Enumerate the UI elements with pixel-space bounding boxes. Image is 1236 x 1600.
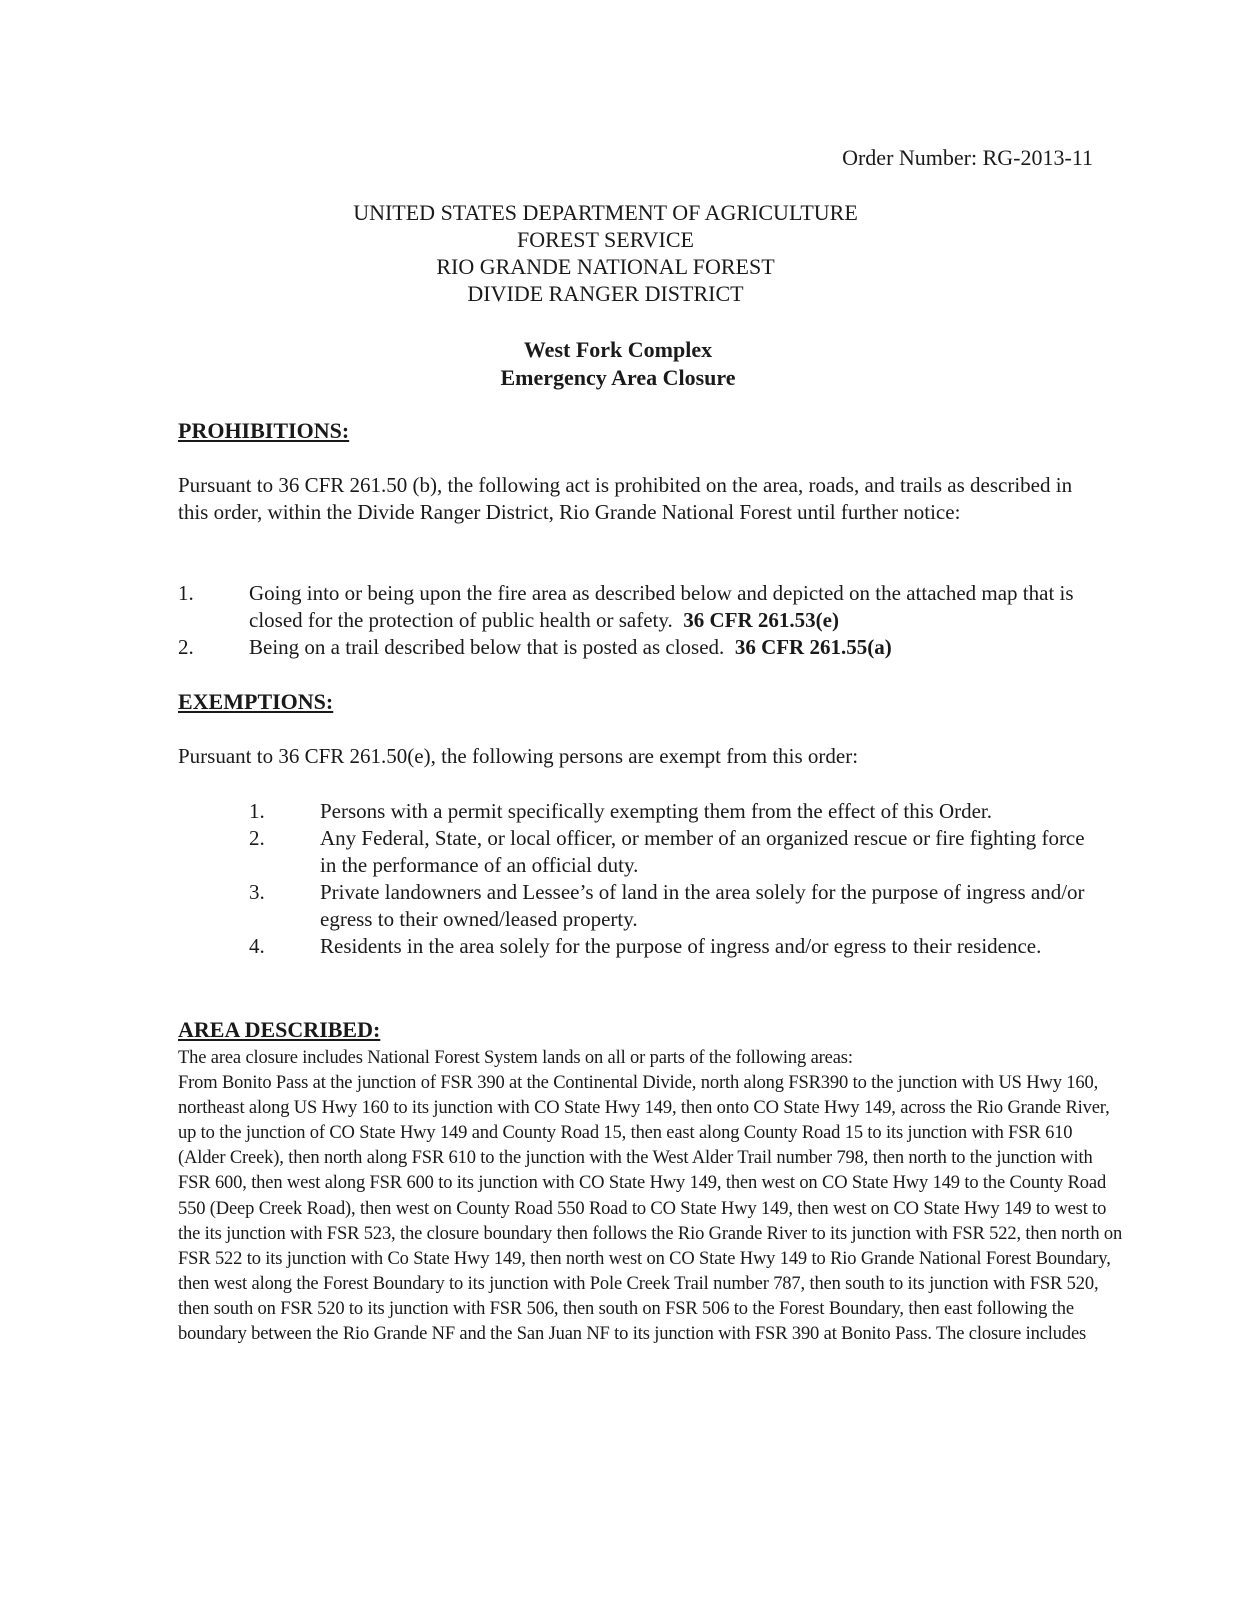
list-item-citation: 36 CFR 261.53(e) — [683, 608, 839, 632]
list-item — [249, 933, 1089, 960]
list-item — [178, 634, 1078, 661]
document-title — [0, 336, 1236, 392]
agency-line-service: FOREST SERVICE — [517, 227, 694, 252]
area-described-intro: The area closure includes National Forest System lands on all or parts of the following areas: — [178, 1048, 853, 1068]
title-line-closure: Emergency Area Closure — [500, 365, 736, 390]
list-item — [249, 798, 1089, 825]
agency-header — [0, 199, 1211, 307]
exemptions-intro: Pursuant to 36 CFR 261.50(e), the following persons are exempt from this order: — [178, 744, 859, 768]
list-item — [249, 879, 1089, 933]
title-line-complex: West Fork Complex — [523, 337, 713, 362]
list-item-text: Private landowners and Lessee’s of land in the area solely for the purpose of ingress and/or egress to their owned/leased property. — [320, 880, 1085, 931]
list-item-number: 2. — [178, 635, 194, 659]
list-item-number: 1. — [178, 581, 194, 605]
agency-line-forest: RIO GRANDE NATIONAL FOREST — [436, 254, 775, 279]
list-item-number: 4. — [249, 934, 265, 958]
exemptions-heading: EXEMPTIONS: — [178, 689, 334, 714]
list-item-text: Persons with a permit specifically exempting them from the effect of this Order. — [320, 799, 993, 823]
list-item-number: 1. — [249, 799, 265, 823]
exemptions-list — [249, 798, 1089, 960]
list-item-text: Being on a trail described below that is posted as closed. — [249, 635, 725, 659]
list-item-number: 3. — [249, 880, 265, 904]
prohibitions-list — [178, 580, 1078, 661]
area-described-body: From Bonito Pass at the junction of FSR 390 at the Continental Divide, north along FSR390 to the junction with US Hwy 160, northeast along US Hwy 160 to its junction with CO State Hwy 149, then onto CO State Hwy 149, across the Rio Grande River, up to the junction of CO State Hwy 149 and County Road 15, then east along County Road 15 to its junction with FSR 610 (Alder Creek), then north along FSR 610 to the junction with the West Alder Trail number 798, then north to the junction with FSR 600, then west along FSR 600 to its junction with CO State Hwy 149, then west on CO State Hwy 149 to the County Road 550 (Deep Creek Road), then west on County Road 550 Road to CO State Hwy 149, then west on CO State Hwy 149 to west to the its junction with FSR 523, the closure boundary then follows the Rio Grande River to its junction with FSR 522, then north on FSR 522 to its junction with Co State Hwy 149, then north west on CO State Hwy 149 to Rio Grande National Forest Boundary, then west along the Forest Boundary to its junction with Pole Creek Trail number 787, then south to its junction with FSR 520, then south on FSR 520 to its junction with FSR 506, then south on FSR 506 to the Forest Boundary, then east following the boundary between the Rio Grande NF and the San Juan NF to its junction with FSR 390 at Bonito Pass. The closure includes — [178, 1073, 1123, 1345]
prohibitions-heading: PROHIBITIONS: — [178, 418, 350, 443]
prohibitions-intro: Pursuant to 36 CFR 261.50 (b), the following act is prohibited on the area, roads, and trails as described in this order, within the Divide Ranger District, Rio Grande National Forest until further notice: — [178, 473, 1073, 524]
agency-line-department: UNITED STATES DEPARTMENT OF AGRICULTURE — [353, 200, 858, 225]
list-item — [249, 825, 1089, 879]
list-item-text: Any Federal, State, or local officer, or member of an organized rescue or fire fighting force in the performance of an official duty. — [320, 826, 1085, 877]
area-described-text — [178, 1046, 1123, 1347]
list-item-text: Going into or being upon the fire area as described below and depicted on the attached map that is closed for the protection of public health or safety. — [249, 581, 1074, 632]
list-item — [178, 580, 1078, 634]
list-item-citation: 36 CFR 261.55(a) — [734, 635, 892, 659]
list-item-text: Residents in the area solely for the purpose of ingress and/or egress to their residence. — [320, 934, 1042, 958]
agency-line-district: DIVIDE RANGER DISTRICT — [467, 281, 744, 306]
area-described-heading: AREA DESCRIBED: — [178, 1017, 381, 1042]
list-item-number: 2. — [249, 826, 265, 850]
order-number: Order Number: RG-2013-11 — [842, 145, 1093, 170]
